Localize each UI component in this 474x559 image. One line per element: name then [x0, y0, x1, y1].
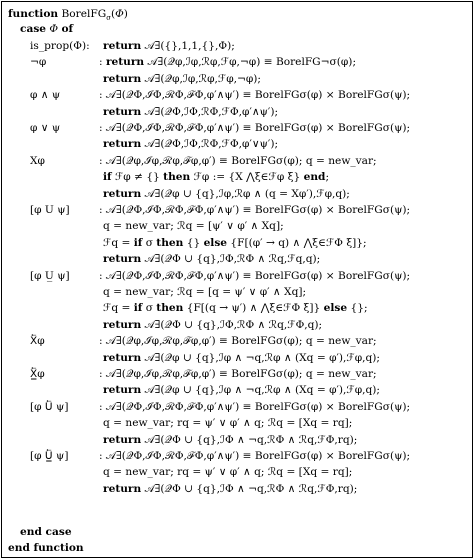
algorithm-line: return 𝒜∃(𝒬Φ ∪ {q},ℐΦ,ℛΦ ∧ ℛq,ℱΦ,q);: [103, 319, 323, 331]
case-label: φ ∧ ψ: [30, 89, 61, 101]
algorithm-line: if ℱφ ≠ {} then ℱφ := {X ⋀ξ∈ℱφ ξ} end;: [103, 171, 330, 183]
case-header: case Φ of: [20, 23, 74, 35]
case-label: [φ U̲⃖ ψ]: [30, 450, 69, 462]
algorithm-line: : 𝒜∃(𝒬φ,ℐφ,ℛφ,ℱφ,φ′) ≡ BorelFGσ(φ); q = new_var;: [99, 155, 377, 167]
algorithm-line: : return 𝒜∃(𝒬φ,ℐφ,ℛφ,ℱφ,¬φ) ≡ BorelFG¬σ(φ);: [99, 56, 357, 68]
algorithm-line: return 𝒜∃(𝒬φ ∪ {q},ℐφ ∧ ¬q,ℛφ ∧ (Xq = φ′),ℱφ,q);: [103, 352, 380, 364]
algorithm-line: : 𝒜∃(𝒬φ,ℐφ,ℛφ,ℱφ,φ′) ≡ BorelFGσ(φ); q = new_var;: [99, 335, 377, 347]
algorithm-line: return 𝒜∃(𝒬φ ∪ {q},ℐφ ∧ ¬q,ℛφ ∧ (Xq = φ′),ℱφ,q);: [103, 384, 380, 396]
algorithm-line: : 𝒜∃(𝒬Φ,ℐΦ,ℛΦ,ℱΦ,φ′∧ψ′) ≡ BorelFGσ(φ) × BorelFGσ(ψ);: [99, 450, 411, 462]
algorithm-line: ℱq = if σ then {} else {F[(φ′ → q) ∧ ⋀ξ∈ℱΦ ξ]};: [103, 237, 367, 249]
algorithm-line: : 𝒜∃(𝒬Φ,ℐΦ,ℛΦ,ℱΦ,φ′∧ψ′) ≡ BorelFGσ(φ) × BorelFGσ(ψ);: [99, 122, 411, 134]
case-label: X⃖φ: [30, 335, 45, 347]
algorithm-line: return 𝒜∃(𝒬Φ ∪ {q},ℐΦ ∧ ¬q,ℛΦ ∧ ℛq,ℱΦ,rq);: [103, 483, 358, 495]
algorithm-line: return 𝒜∃(𝒬φ ∪ {q},ℐφ,ℛφ ∧ (q = Xφ′),ℱφ,q);: [103, 188, 350, 200]
algorithm-line: q = new_var; rq = ψ′ ∨ φ′ ∧ q; ℛq = [Xq = rq];: [103, 417, 353, 429]
algorithm-line: : 𝒜∃(𝒬φ,ℐφ,ℛφ,ℱφ,φ′) ≡ BorelFGσ(φ); q = new_var;: [99, 368, 377, 380]
algorithm-line: : 𝒜∃(𝒬Φ,ℐΦ,ℛΦ,ℱΦ,φ′∧ψ′) ≡ BorelFGσ(φ) × BorelFGσ(ψ);: [99, 401, 411, 413]
case-label: ¬φ: [30, 56, 47, 68]
case-label: X̲⃖φ: [30, 368, 45, 380]
algorithm-line: return 𝒜∃(𝒬Φ,ℐΦ,ℛΦ,ℱΦ,φ′∨ψ′);: [103, 138, 279, 150]
case-label: [φ U⃖ ψ]: [30, 401, 69, 413]
algorithm-line: : 𝒜∃(𝒬Φ,ℐΦ,ℛΦ,ℱΦ,φ′∧ψ′) ≡ BorelFGσ(φ) × BorelFGσ(ψ);: [99, 270, 411, 282]
algorithm-line: return 𝒜∃(𝒬φ,ℐφ,ℛφ,ℱφ,¬φ);: [103, 73, 261, 85]
case-label: φ ∨ ψ: [30, 122, 61, 134]
algorithm-line: : 𝒜∃(𝒬Φ,ℐΦ,ℛΦ,ℱΦ,φ′∧ψ′) ≡ BorelFGσ(φ) × BorelFGσ(ψ);: [99, 204, 411, 216]
algorithm-line: q = new_var; ℛq = [q = ψ′ ∨ φ′ ∧ Xq];: [103, 286, 307, 298]
function-signature: BorelFG$_\sigma$(Φ): [61, 8, 128, 23]
algorithm-box: [1, 1, 473, 558]
algorithm-line: return 𝒜∃({},1,1,{},Φ);: [103, 40, 235, 52]
algorithm-line: return 𝒜∃(𝒬Φ ∪ {q},ℐΦ ∧ ¬q,ℛΦ ∧ ℛq,ℱΦ,rq);: [103, 434, 358, 446]
algorithm-line: q = new_var; rq = ψ′ ∨ φ′ ∧ q; ℛq = [Xq = rq];: [103, 466, 353, 478]
algorithm-line: : 𝒜∃(𝒬Φ,ℐΦ,ℛΦ,ℱΦ,φ′∧ψ′) ≡ BorelFGσ(φ) × BorelFGσ(ψ);: [99, 89, 411, 101]
algorithm-line: ℱq = if σ then {F[(q → ψ′) ∧ ⋀ξ∈ℱΦ ξ]} else {};: [103, 302, 368, 314]
end-function: end function: [8, 542, 84, 554]
algorithm-line: q = new_var; ℛq = [ψ′ ∨ φ′ ∧ Xq];: [103, 220, 284, 232]
function-header: function BorelFG$_\sigma$(Φ): [8, 8, 128, 23]
case-label: is_prop(Φ):: [30, 40, 90, 52]
algorithm-line: return 𝒜∃(𝒬Φ,ℐΦ,ℛΦ,ℱΦ,φ′∧ψ′);: [103, 106, 279, 118]
case-label: [φ U̲ ψ]: [30, 270, 70, 282]
end-case: end case: [20, 526, 72, 538]
case-label: [φ U ψ]: [30, 204, 70, 216]
case-label: Xφ: [30, 155, 45, 167]
algorithm-line: return 𝒜∃(𝒬Φ ∪ {q},ℐΦ,ℛΦ ∧ ℛq,ℱq,q);: [103, 253, 321, 265]
